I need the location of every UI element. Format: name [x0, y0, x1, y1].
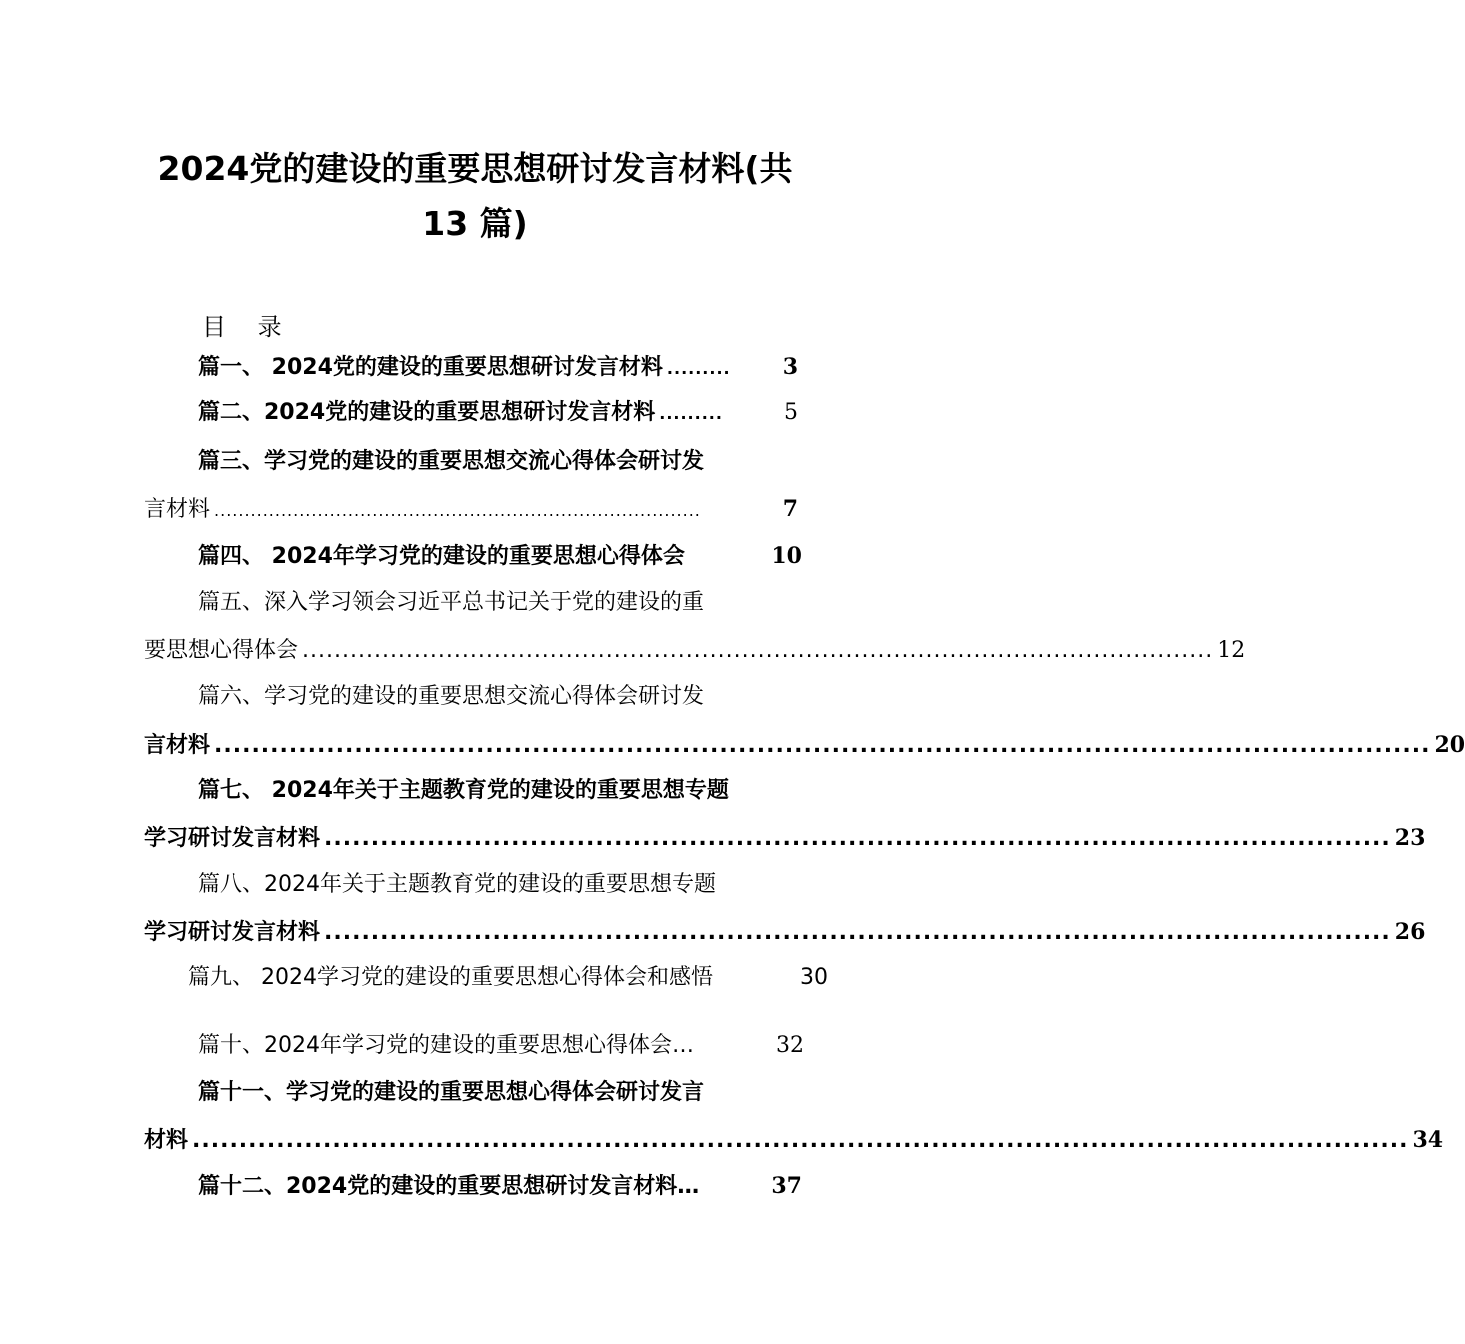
toc-entry-5[interactable] [198, 592, 704, 614]
toc-entry-3[interactable] [198, 451, 704, 473]
toc-leader-dots: ................................................................................ [214, 501, 701, 520]
toc-entry-page: 10 [771, 543, 802, 569]
toc-entry-title-cont: 学习研讨发言材料 [144, 920, 321, 945]
document-title-line-1: 2024党的建设的重要思想研讨发言材料(共 [157, 149, 793, 188]
toc-entry-page: 5 [784, 400, 798, 425]
toc-entry-title: 篇九、 2024学习党的建设的重要思想心得体会和感悟 [188, 965, 713, 990]
toc-entry-11-cont[interactable] [144, 1127, 1444, 1153]
toc-entry-page: 23 [1394, 825, 1426, 851]
toc-entry-title: 篇一、 2024党的建设的重要思想研讨发言材料 [198, 355, 663, 380]
toc-entry-title: 篇十、2024年学习党的建设的重要思想心得体会… [198, 1033, 694, 1058]
toc-entry-title: 篇十一、学习党的建设的重要思想心得体会研讨发言 [198, 1080, 705, 1105]
toc-leader-dots: .................................................................................................................. [302, 638, 1214, 663]
toc-entry-8[interactable] [198, 874, 716, 896]
toc-entry-page: 34 [1412, 1127, 1444, 1153]
toc-entry-page: 12 [1217, 638, 1246, 663]
toc-entry-5-cont[interactable] [144, 638, 1246, 663]
toc-heading: 目 录 [202, 313, 294, 341]
toc-entry-page: 26 [1394, 919, 1426, 945]
toc-leader-dots: ......... [659, 404, 723, 423]
toc-entry-title: 篇八、2024年关于主题教育党的建设的重要思想专题 [198, 872, 716, 897]
toc-entry-7[interactable] [198, 780, 729, 802]
toc-entry-title-cont: 材料 [144, 1128, 189, 1153]
toc-entry-title: 篇四、 2024年学习党的建设的重要思想心得体会 [198, 544, 685, 569]
toc-entry-title-cont: 言材料 [144, 497, 211, 522]
toc-entry-page: 32 [776, 1033, 804, 1058]
toc-entry-6-cont[interactable] [144, 732, 1465, 758]
toc-entry-12[interactable] [198, 1175, 802, 1198]
toc-entry-2[interactable] [198, 402, 798, 424]
toc-leader-dots: .................................................................................................................................. [192, 1128, 1409, 1153]
toc-entry-11[interactable] [198, 1082, 704, 1104]
toc-entry-10[interactable] [198, 1035, 804, 1057]
toc-leader-dots: .................................................................................................................. [324, 920, 1391, 945]
toc-leader-dots: .................................................................................................................................. [214, 733, 1431, 758]
toc-entry-title-cont: 言材料 [144, 733, 211, 758]
toc-entry-title-cont: 学习研讨发言材料 [144, 826, 321, 851]
toc-leader-dots: ......... [666, 359, 731, 378]
toc-entry-8-cont[interactable] [144, 919, 1426, 945]
toc-entry-title: 篇六、学习党的建设的重要思想交流心得体会研讨发 [198, 684, 705, 709]
toc-entry-3-cont[interactable] [144, 498, 798, 521]
toc-entry-7-cont[interactable] [144, 825, 1426, 851]
toc-entry-6[interactable] [198, 686, 704, 708]
toc-entry-title: 篇五、深入学习领会习近平总书记关于党的建设的重 [198, 590, 705, 615]
toc-entry-page: 3 [782, 354, 798, 380]
toc-entry-1[interactable] [198, 356, 798, 379]
document-title-line-2: 13 篇) [422, 204, 528, 243]
toc-entry-4[interactable] [198, 545, 802, 568]
toc-leader-dots: .................................................................................................................. [324, 826, 1391, 851]
toc-entry-title: 篇二、2024党的建设的重要思想研讨发言材料 [198, 400, 656, 425]
toc-entry-title: 篇七、 2024年关于主题教育党的建设的重要思想专题 [198, 778, 729, 803]
toc-entry-9[interactable] [188, 967, 828, 989]
toc-entry-page: 20 [1434, 732, 1465, 758]
toc-entry-page: 37 [771, 1173, 802, 1199]
toc-entry-page: 30 [800, 965, 828, 990]
toc-entry-title-cont: 要思想心得体会 [144, 638, 299, 663]
toc-entry-page: 7 [782, 496, 798, 522]
toc-entry-title: 篇十二、2024党的建设的重要思想研讨发言材料… [198, 1174, 700, 1199]
toc-entry-title: 篇三、学习党的建设的重要思想交流心得体会研讨发 [198, 449, 705, 474]
